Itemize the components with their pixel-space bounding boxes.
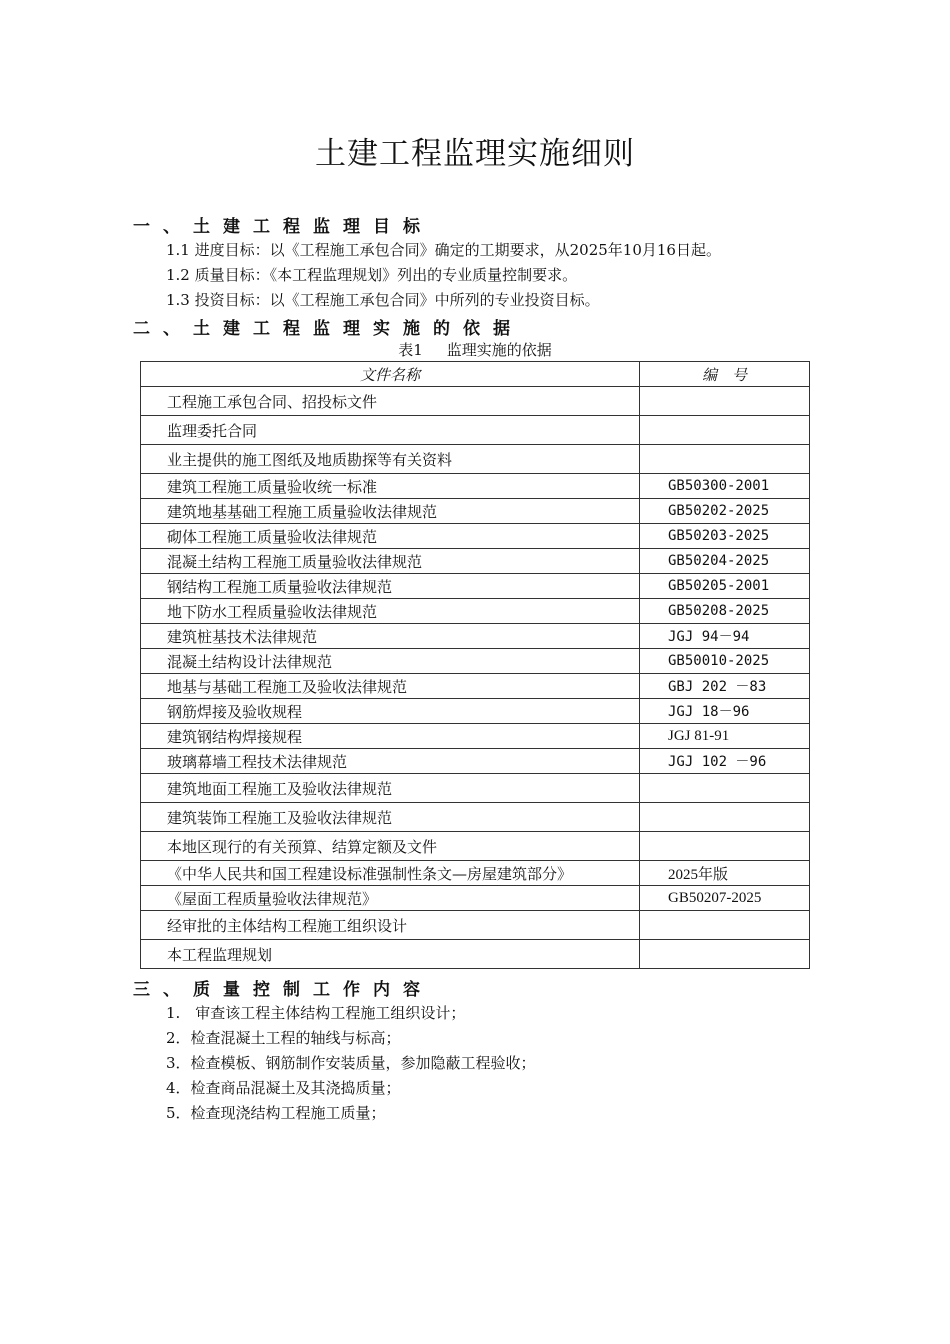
row-code: GB50205-2001 xyxy=(640,574,810,599)
row-name: 地基与基础工程施工及验收法律规范 xyxy=(141,674,640,699)
row-name: 经审批的主体结构工程施工组织设计 xyxy=(141,911,640,940)
row-code xyxy=(640,911,810,940)
quality-item: 5．检查现浇结构工程施工质量； xyxy=(166,1104,386,1122)
table-row xyxy=(141,474,810,499)
row-name: 工程施工承包合同、招投标文件 xyxy=(141,387,640,416)
row-name: 建筑工程施工质量验收统一标准 xyxy=(141,474,640,499)
table-row xyxy=(141,499,810,524)
row-code: GB50204-2025 xyxy=(640,549,810,574)
table-row xyxy=(141,803,810,832)
row-code xyxy=(640,387,810,416)
table-row xyxy=(141,624,810,649)
document-title: 土建工程监理实施细则 xyxy=(315,136,635,172)
row-name: 钢结构工程施工质量验收法律规范 xyxy=(141,574,640,599)
row-name: 建筑装饰工程施工及验收法律规范 xyxy=(141,803,640,832)
table-row xyxy=(141,940,810,969)
table-row xyxy=(141,774,810,803)
row-code: JGJ 81-91 xyxy=(640,724,810,749)
table-row xyxy=(141,886,810,911)
row-code: GBJ 202 －83 xyxy=(640,674,810,699)
row-code: GB50208-2025 xyxy=(640,599,810,624)
table-caption xyxy=(0,339,950,360)
table-row xyxy=(141,387,810,416)
table-row xyxy=(141,832,810,861)
section-heading-2: 二、土建工程监理实施的依据 xyxy=(133,319,523,339)
table-row xyxy=(141,674,810,699)
row-code xyxy=(640,832,810,861)
row-code xyxy=(640,803,810,832)
table-caption-number: 表1 xyxy=(398,341,423,359)
table-row xyxy=(141,699,810,724)
quality-item: 2．检查混凝土工程的轴线与标高； xyxy=(166,1029,401,1047)
table-row xyxy=(141,649,810,674)
row-name: 钢筋焊接及验收规程 xyxy=(141,699,640,724)
table-row xyxy=(141,749,810,774)
table-row xyxy=(141,599,810,624)
table-row xyxy=(141,445,810,474)
row-code: GB50203-2025 xyxy=(640,524,810,549)
table-row xyxy=(141,416,810,445)
table-row xyxy=(141,574,810,599)
row-name: 建筑地基基础工程施工质量验收法律规范 xyxy=(141,499,640,524)
row-name: 本工程监理规划 xyxy=(141,940,640,969)
basis-table xyxy=(140,361,810,969)
table-row xyxy=(141,549,810,574)
row-name: 建筑桩基技术法律规范 xyxy=(141,624,640,649)
table-row xyxy=(141,524,810,549)
goal-item-quality: 1.2 质量目标：《本工程监理规划》列出的专业质量控制要求。 xyxy=(166,266,578,284)
row-name: 玻璃幕墙工程技术法律规范 xyxy=(141,749,640,774)
row-name: 建筑钢结构焊接规程 xyxy=(141,724,640,749)
row-code: GB50300-2001 xyxy=(640,474,810,499)
row-code: JGJ 102 －96 xyxy=(640,749,810,774)
quality-item: 4．检查商品混凝土及其浇捣质量； xyxy=(166,1079,401,1097)
row-name: 《屋面工程质量验收法律规范》 xyxy=(141,886,640,911)
quality-item: 1. 审查该工程主体结构工程施工组织设计； xyxy=(166,1004,466,1022)
goal-item-investment: 1.3 投资目标：以《工程施工承包合同》中所列的专业投资目标。 xyxy=(166,291,600,309)
row-code: JGJ 94－94 xyxy=(640,624,810,649)
table-row xyxy=(141,724,810,749)
row-code: GB50202-2025 xyxy=(640,499,810,524)
row-name: 混凝土结构设计法律规范 xyxy=(141,649,640,674)
column-header-code: 编 号 xyxy=(640,362,810,387)
row-code xyxy=(640,940,810,969)
row-name: 地下防水工程质量验收法律规范 xyxy=(141,599,640,624)
table-row xyxy=(141,911,810,940)
row-code: JGJ 18－96 xyxy=(640,699,810,724)
row-name: 砌体工程施工质量验收法律规范 xyxy=(141,524,640,549)
column-header-name: 文件名称 xyxy=(141,362,640,387)
row-name: 业主提供的施工图纸及地质勘探等有关资料 xyxy=(141,445,640,474)
row-code xyxy=(640,416,810,445)
row-name: 混凝土结构工程施工质量验收法律规范 xyxy=(141,549,640,574)
section-heading-1: 一、土建工程监理目标 xyxy=(133,217,433,237)
row-code: GB50207-2025 xyxy=(640,886,810,911)
quality-item: 3．检查模板、钢筋制作安装质量，参加隐蔽工程验收； xyxy=(166,1054,536,1072)
row-name: 监理委托合同 xyxy=(141,416,640,445)
row-name: 本地区现行的有关预算、结算定额及文件 xyxy=(141,832,640,861)
row-name: 建筑地面工程施工及验收法律规范 xyxy=(141,774,640,803)
goal-item-schedule: 1.1 进度目标：以《工程施工承包合同》确定的工期要求，从2025年10月16日起。 xyxy=(166,241,721,259)
row-code: 2025年版 xyxy=(640,861,810,886)
section-heading-3: 三、质量控制工作内容 xyxy=(133,980,433,1000)
row-code xyxy=(640,774,810,803)
row-code: GB50010-2025 xyxy=(640,649,810,674)
row-name: 《中华人民共和国工程建设标准强制性条文—房屋建筑部分》 xyxy=(141,861,640,886)
row-code xyxy=(640,445,810,474)
table-caption-text: 监理实施的依据 xyxy=(446,341,552,359)
table-row xyxy=(141,861,810,886)
